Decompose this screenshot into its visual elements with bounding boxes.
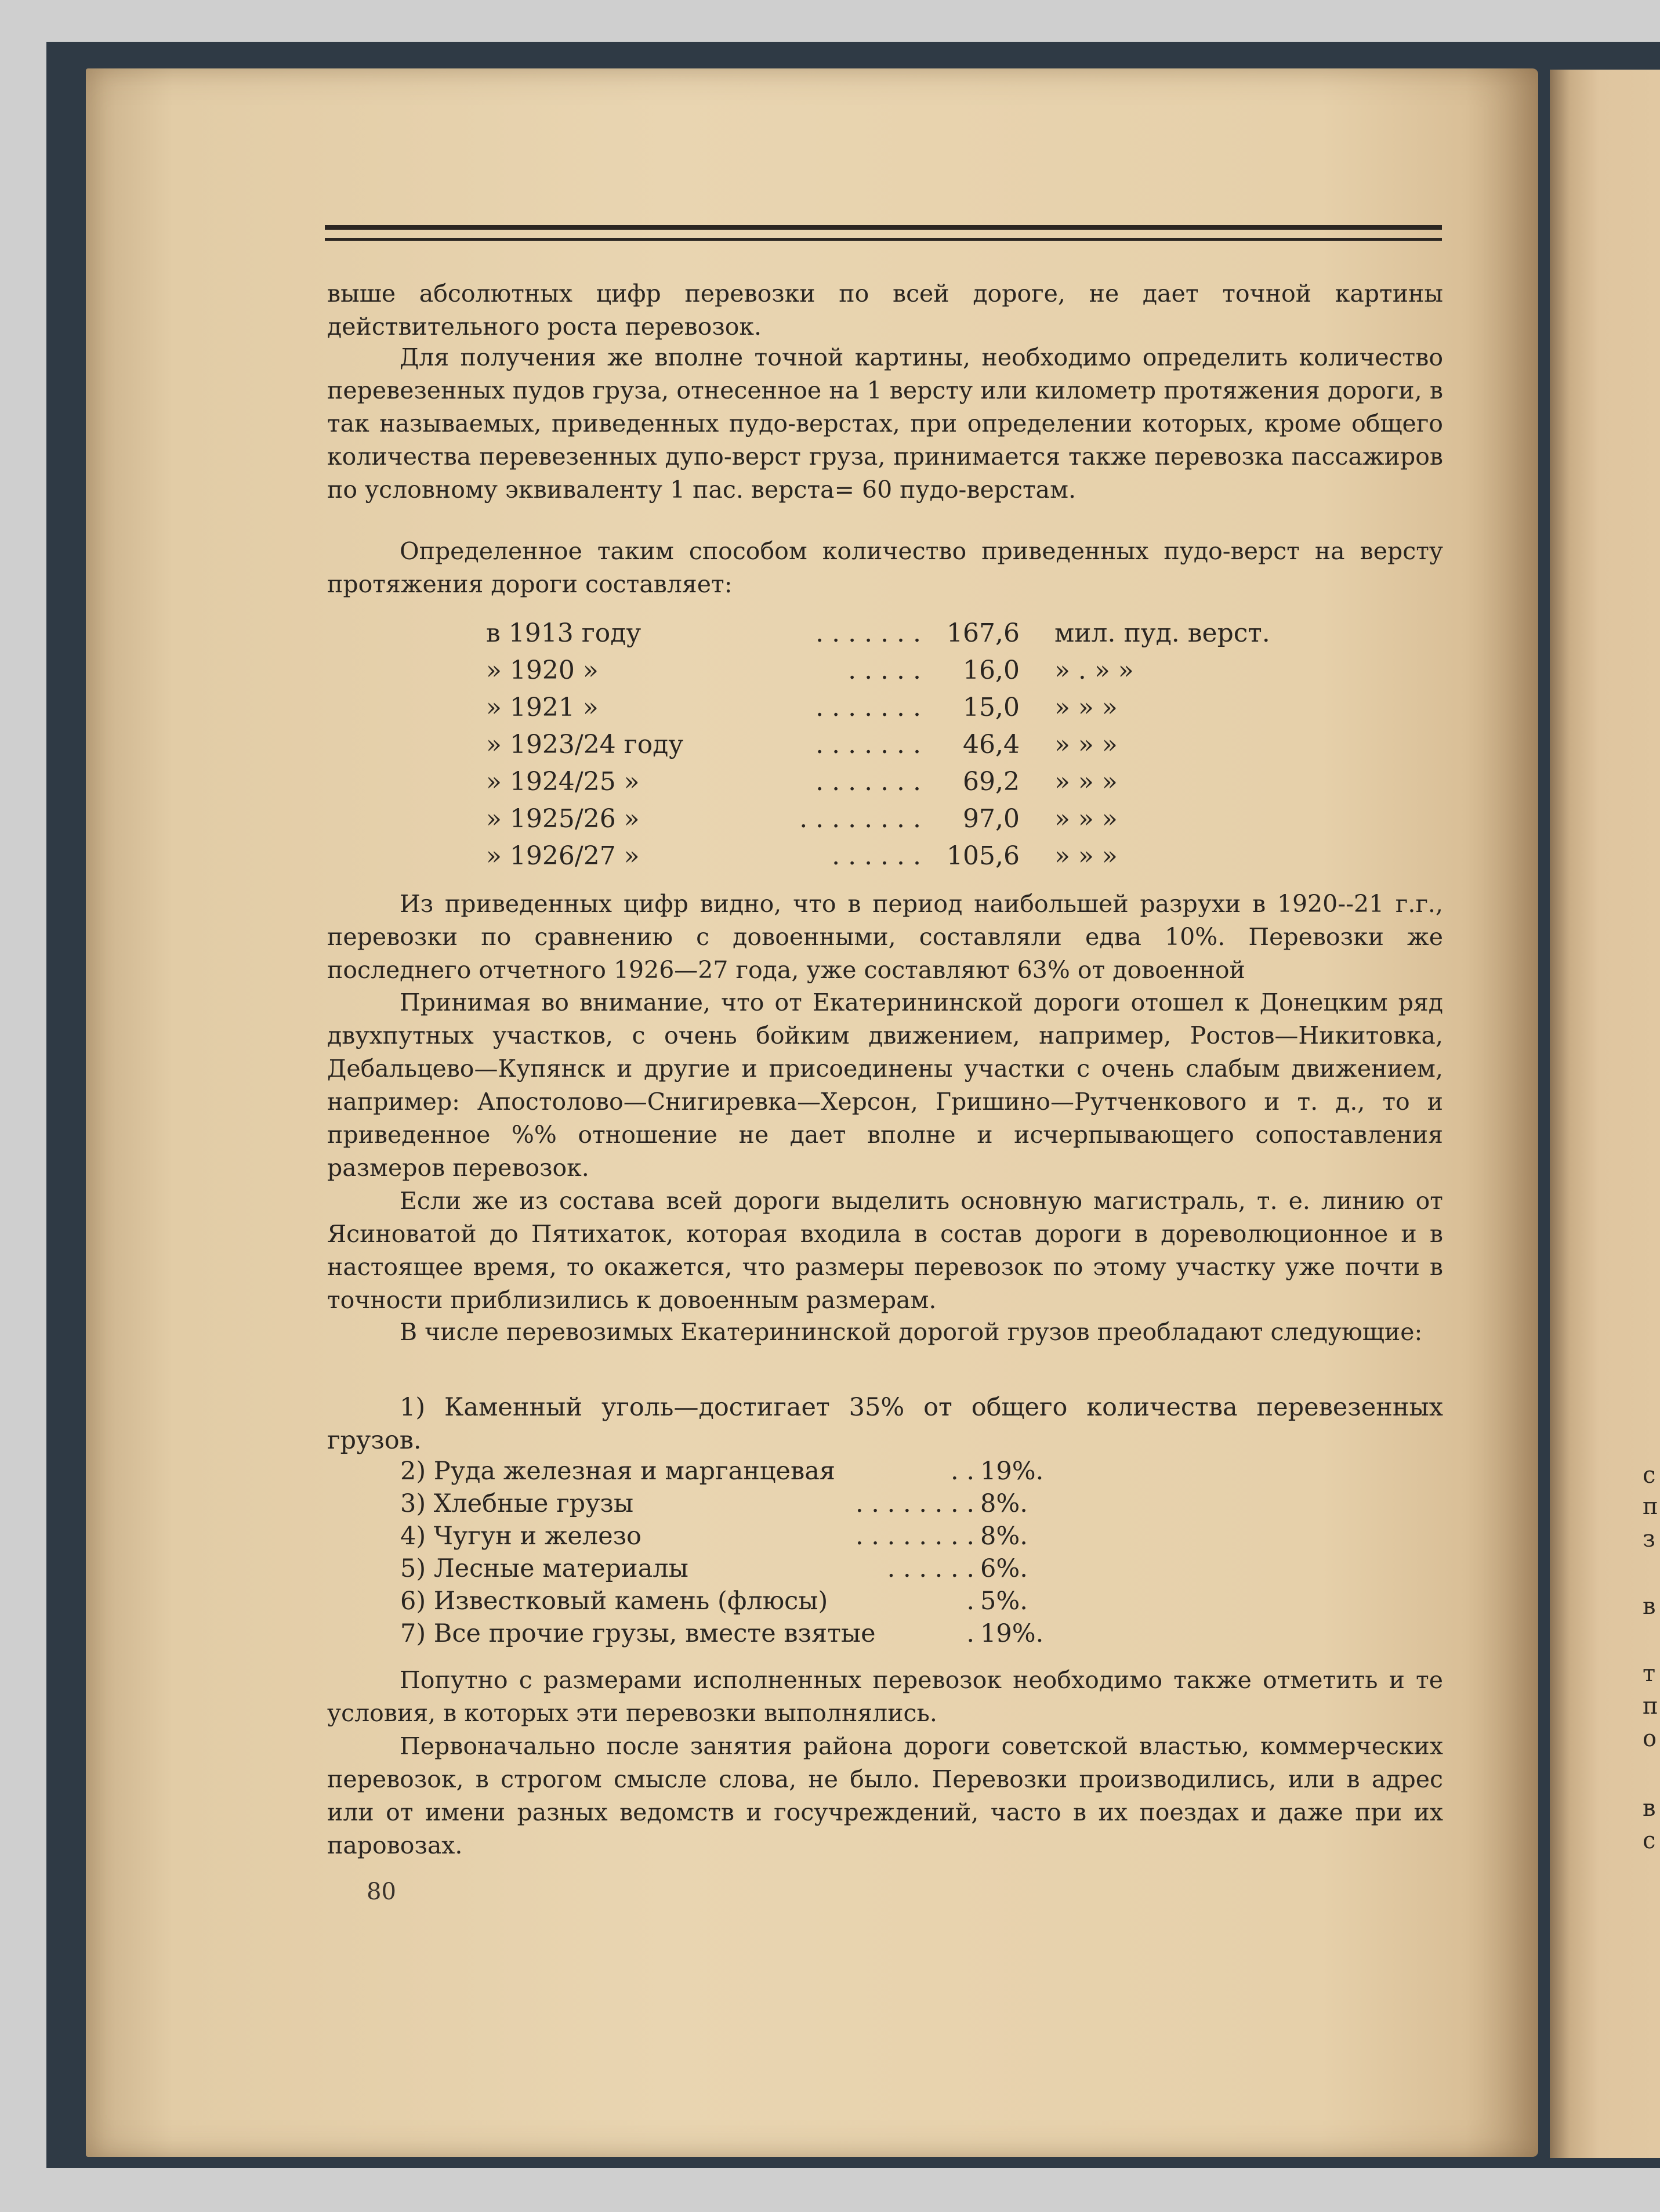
cargo-item-name: 5) Лесные материалы [400, 1554, 688, 1583]
freight-dots: . . . . . . . [815, 693, 921, 722]
cargo-item-dots: . . [950, 1457, 974, 1486]
freight-row [486, 765, 1298, 799]
page-number: 80 [367, 1878, 396, 1905]
freight-dots: . . . . . . . [815, 767, 921, 797]
cargo-item-name: 7) Все прочие грузы, вместе взятые [400, 1619, 876, 1648]
freight-val: 167,6 [947, 618, 1020, 648]
freight-unit: мил. пуд. верст. [1054, 618, 1270, 648]
cargo-item-name: 4) Чугун и железо [400, 1522, 641, 1551]
cargo-item [400, 1520, 1096, 1552]
freight-val: 46,4 [963, 730, 1020, 759]
freight-row [486, 690, 1298, 725]
cargo-item-dots: . [966, 1619, 974, 1648]
facing-page-fragment: с [1643, 1462, 1656, 1489]
facing-page-fragment: п [1643, 1493, 1658, 1520]
cargo-item-name: 3) Хлебные грузы [400, 1489, 634, 1518]
paragraph-9: Первоначально после занятия района дороги советской властью, коммерческих перевозок, в строгом смысле слова, не было. Перевозки производились, или в адрес или от имени разных ведомств и госучреждений, часто в их поездах и даже при их паровозах. [327, 1732, 1443, 1859]
freight-row [486, 653, 1298, 688]
paragraph-8: Попутно с размерами исполненных перевозок необходимо также отметить и те условия, в которых эти перевозки выполнялись. [327, 1666, 1443, 1727]
freight-val: 16,0 [963, 656, 1020, 685]
facing-page-fragment: в [1643, 1593, 1656, 1620]
header-rule-thin [325, 238, 1442, 241]
paragraph-6: Если же из состава всей дороги выделить основную магистраль, т. е. линию от Ясиноватой до Пятихаток, которая входила в состав дороги в дореволюционное и в настоящее время, то окажется, что размеры перевозок по этому участку уже почти в точности приблизились к довоенным размерам. [327, 1187, 1443, 1314]
paragraph-4: Из приведенных цифр видно, что в период наибольшей разрухи в 1920--21 г.г., перевозки по сравнению с довоенными, составляли едва 10%. Перевозки же последнего отчетного 1926—27 года, уже составляют 63% от довоенной [327, 890, 1443, 984]
cargo-item-dots: . . . . . . . . [855, 1522, 974, 1551]
facing-page-fragment: с [1643, 1827, 1656, 1854]
facing-page-fragment: в [1643, 1795, 1656, 1822]
freight-year: в 1913 году [486, 618, 641, 648]
cargo-item [400, 1585, 1096, 1617]
cargo-item [400, 1617, 1096, 1650]
freight-val: 97,0 [963, 804, 1020, 834]
freight-dots: . . . . . . . [815, 618, 921, 648]
cargo-item-percent: 5%. [980, 1587, 1028, 1616]
freight-unit: » » » [1054, 730, 1118, 759]
facing-page-fragment: п [1643, 1693, 1658, 1719]
freight-unit: » » » [1054, 804, 1118, 834]
freight-val: 69,2 [963, 767, 1020, 797]
cargo-item-percent: 19%. [980, 1457, 1044, 1486]
cargo-item [400, 1552, 1096, 1585]
freight-dots: . . . . . . . [815, 730, 921, 759]
freight-year: » 1921 » [486, 693, 599, 722]
paragraph-5: Принимая во внимание, что от Екатерининской дороги отошел к Донецким ряд двухпутных участков, с очень бойким движением, например, Ростов—Никитовка, Дебальцево—Купянск и другие и присоединены участки с очень слабым движением, например: Апостолово—Снигиревка—Херсон, Гришино—Рутченкового и т. д., то и приведенное %% отношение не дает вполне и исчерпывающего сопоставления размеров перевозок. [327, 989, 1443, 1182]
cargo-item-dots: . [966, 1587, 974, 1616]
cargo-item-coal: 1) Каменный уголь—достигает 35% от общего количества перевезенных грузов. [327, 1393, 1443, 1455]
freight-row [486, 802, 1298, 837]
freight-row [486, 727, 1298, 762]
freight-dots: . . . . . . . . [799, 804, 921, 834]
cargo-item [400, 1487, 1096, 1520]
cargo-item-percent: 8%. [980, 1522, 1028, 1551]
paragraph-2: Для получения же вполне точной картины, необходимо определить количество перевезенных пудов груза, отнесенное на 1 версту или километр протяжения дороги, в так называемых, приведенных пудо-верстах, при определении которых, кроме общего количества перевезенных дупо-верст груза, принимается также перевозка пассажиров по условному эквиваленту 1 пас. верста= 60 пудо-верстам. [327, 343, 1443, 504]
cargo-item-percent: 8%. [980, 1489, 1028, 1518]
freight-year: » 1926/27 » [486, 841, 640, 871]
facing-page-fragment: т [1643, 1660, 1656, 1687]
header-rule-thick [325, 225, 1442, 230]
cargo-item-name: 2) Руда железная и марганцевая [400, 1457, 835, 1486]
cargo-item-percent: 6%. [980, 1554, 1028, 1583]
freight-unit: » » » [1054, 841, 1118, 871]
freight-row [486, 616, 1298, 651]
facing-page-fragment: о [1643, 1725, 1657, 1752]
freight-year: » 1920 » [486, 656, 599, 685]
freight-year: » 1924/25 » [486, 767, 640, 797]
freight-unit: » » » [1054, 693, 1118, 722]
freight-year: » 1925/26 » [486, 804, 640, 834]
freight-unit: » » » [1054, 767, 1118, 797]
freight-unit: » . » » [1054, 656, 1134, 685]
freight-row [486, 839, 1298, 874]
cargo-item-name: 6) Известковый камень (флюсы) [400, 1587, 828, 1616]
facing-page-fragment: з [1643, 1526, 1655, 1552]
paragraph-7: В числе перевозимых Екатерининской дорогой грузов преобладают следующие: [400, 1318, 1423, 1346]
cargo-item-percent: 19%. [980, 1619, 1044, 1648]
paragraph-1: выше абсолютных цифр перевозки по всей дороге, не дает точной картины действительного роста перевозок. [327, 280, 1443, 341]
freight-dots: . . . . . . [832, 841, 921, 871]
freight-val: 15,0 [963, 693, 1020, 722]
freight-val: 105,6 [947, 841, 1020, 871]
cargo-item-dots: . . . . . . [887, 1554, 974, 1583]
paragraph-3: Определенное таким способом количество приведенных пудо-верст на версту протяжения дороги составляет: [327, 537, 1443, 598]
cargo-item [400, 1455, 1096, 1487]
freight-year: » 1923/24 году [486, 730, 684, 759]
cargo-item-dots: . . . . . . . . [855, 1489, 974, 1518]
freight-dots: . . . . . [848, 656, 921, 685]
